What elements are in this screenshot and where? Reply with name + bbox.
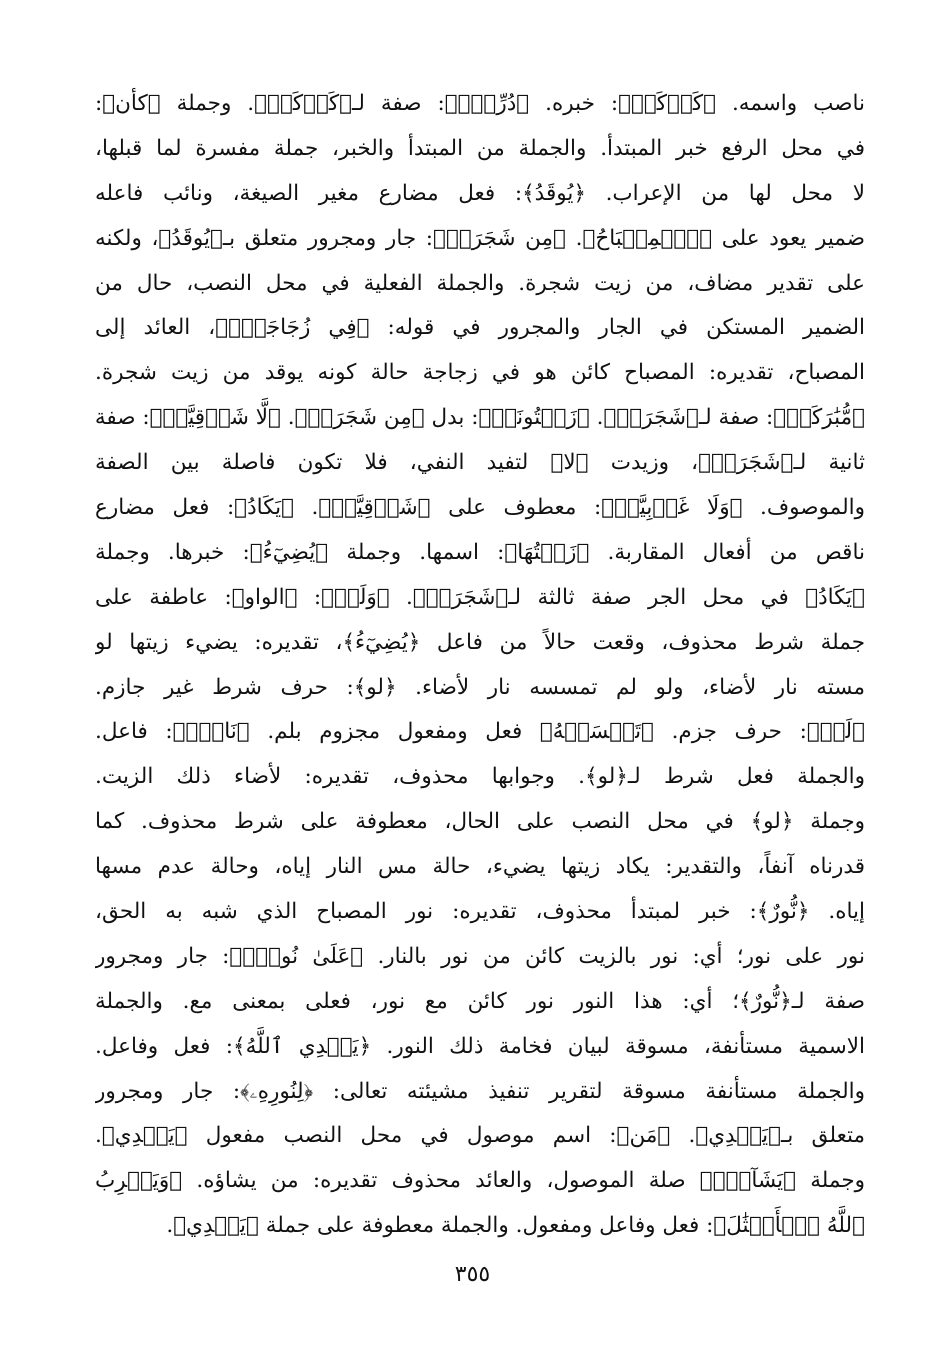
text-line: قدرناه آنفاً، والتقدير: يكاد زيتها يضيء، حالة مس النار إياه، وحالة عدم مسها xyxy=(95,854,865,880)
text-line: صفة لـ﴿نُّورٌ﴾؛ أي: هذا النور نور كائن مع نور، فعلى بمعنى مع. والجملة xyxy=(95,988,865,1014)
text-line: والجملة فعل شرط لـ﴿لو﴾. وجوابها محذوف، تقديره: لأضاء ذلك الزيت. xyxy=(95,764,865,790)
text-line: وجملة ﴿لو﴾ في محل النصب على الحال، معطوفة على شرط محذوف. كما xyxy=(95,809,865,835)
page-number: ٣٥٥ xyxy=(454,1262,491,1287)
text-line: ناصب واسمه. ﴿كَوۡكَبٞ﴾: خبره. ﴿دُرِّيّٞ﴾: صفة لـ﴿كَوۡكَبٞ﴾. وجملة ﴿كأن﴾: xyxy=(95,91,865,116)
text-line: والجملة مستأنفة مسوقة لتقرير تنفيذ مشيئته تعالى: ﴿لِنُورِهِۦ﴾: جار ومجرور xyxy=(95,1078,865,1104)
text-line: ٱللَّهُ ٱلۡأَمۡثَٰلَ﴾: فعل وفاعل ومفعول. والجملة معطوفة على جملة ﴿يَهۡدِي﴾. xyxy=(166,1213,865,1239)
text-line: وجملة ﴿يَشَآءُۚ﴾ صلة الموصول، والعائد محذوف تقديره: من يشاؤه. ﴿وَيَضۡرِبُ xyxy=(95,1168,865,1194)
text-line: ﴿يَكَادُ﴾ في محل الجر صفة ثالثة لـ﴿شَجَرَةٖ﴾. ﴿وَلَوۡ﴾: ﴿الواو﴾: عاطفة على xyxy=(95,584,865,610)
text-line: ضمير يعود على ﴿ٱلۡمِصۡبَاحُ﴾. ﴿مِن شَجَرَةٖ﴾: جار ومجرور متعلق بـ﴿يُوقَدُ﴾، ولكنه xyxy=(95,225,865,251)
text-line: والموصوف. ﴿وَلَا غَرۡبِيَّةٖ﴾: معطوف على ﴿شَرۡقِيَّةٖ﴾. ﴿يَكَادُ﴾: فعل مضارع xyxy=(95,495,865,521)
text-line: مسته نار لأضاء، ولو لم تمسسه نار لأضاء. ﴿لو﴾: حرف شرط غير جازم. xyxy=(95,674,865,700)
text-line: الاسمية مستأنفة، مسوقة لبيان فخامة ذلك النور. ﴿يَهۡدِي ٱللَّهُ﴾: فعل وفاعل. xyxy=(95,1033,865,1059)
text-line: في محل الرفع خبر المبتدأ. والجملة من المبتدأ والخبر، جملة مفسرة لما قبلها، xyxy=(95,135,865,161)
text-line: نور على نور؛ أي: نور بالزيت كائن من نور بالنار. ﴿عَلَىٰ نُورٖۚ﴾: جار ومجرور xyxy=(95,943,865,969)
text-line: المصباح، تقديره: المصباح كائن هو في زجاجة حالة كونه يوقد من زيت شجرة. xyxy=(95,360,865,386)
text-line: ﴿مُّبَٰرَكَةٖ﴾: صفة لـ﴿شَجَرَةٖ﴾. ﴿زَيۡتُونَةٖ﴾: بدل ﴿مِن شَجَرَةٖ﴾. ﴿لَّا شَرۡقِيَّةٖ﴾: صفة xyxy=(95,405,865,431)
text-line: ناقص من أفعال المقاربة. ﴿زَيۡتُهَا﴾: اسمها. وجملة ﴿يُضِيٓءُ﴾: خبرها. وجملة xyxy=(95,539,865,565)
text-line: جملة شرط محذوف، وقعت حالاً من فاعل ﴿يُضِيٓءُ﴾، تقديره: يضيء زيتها لو xyxy=(95,629,865,655)
text-line: ﴿لَمۡ﴾: حرف جزم. ﴿تَمۡسَسۡهُ﴾ فعل ومفعول مجزوم بلم. ﴿نَارٞۚ﴾: فاعل. xyxy=(95,719,865,745)
text-line: إياه. ﴿نُّورٌ﴾: خبر لمبتدأ محذوف، تقديره: نور المصباح الذي شبه به الحق، xyxy=(95,899,865,925)
text-line: على تقدير مضاف، من زيت شجرة. والجملة الفعلية في محل النصب، حال من xyxy=(95,270,865,296)
text-line: الضمير المستكن في الجار والمجرور في قوله: ﴿فِي زُجَاجَةٍۖ﴾، العائد إلى xyxy=(95,315,865,341)
text-line: ثانية لـ﴿شَجَرَةٖ﴾، وزيدت ﴿لا﴾ لتفيد النفي، فلا تكون فاصلة بين الصفة xyxy=(95,450,865,476)
text-line: لا محل لها من الإعراب. ﴿يُوقَدُ﴾: فعل مضارع مغير الصيغة، ونائب فاعله xyxy=(95,180,865,206)
text-line: متعلق بـ﴿يَهۡدِي﴾. ﴿مَن﴾: اسم موصول في محل النصب مفعول ﴿يَهۡدِي﴾. xyxy=(95,1123,865,1149)
page-body xyxy=(95,82,865,1249)
